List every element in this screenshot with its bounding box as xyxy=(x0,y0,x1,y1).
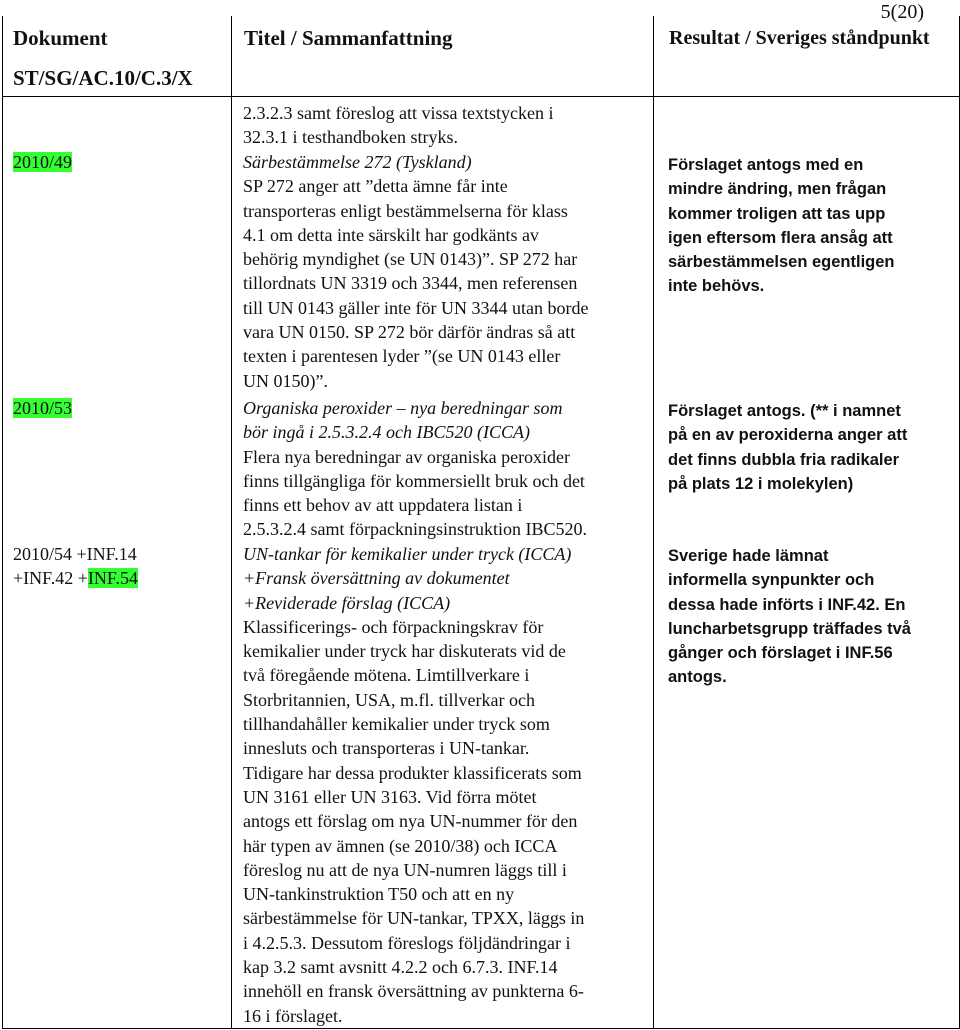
doc-ref-highlight: 2010/53 xyxy=(13,398,73,418)
document-table xyxy=(2,16,960,1029)
summary-2010-49 xyxy=(243,150,648,393)
result-line: på plats 12 i molekylen) xyxy=(668,474,854,493)
result-line: särbestämmelsen egentligen xyxy=(668,253,895,272)
result-line: mindre ändring, men frågan xyxy=(668,180,887,199)
title-line: 32.3.1 i testhandboken stryks. xyxy=(243,127,458,148)
title-line: två föregående mötena. Limtillverkare i xyxy=(243,665,530,686)
doc-ref-2010-53 xyxy=(13,396,225,420)
header-divider xyxy=(3,96,959,97)
title-line: innehöll en fransk översättning av punkterna 6- xyxy=(243,981,584,1002)
result-line: igen eftersom flera ansåg att xyxy=(668,228,893,247)
header-title-summary: Titel / Sammanfattning xyxy=(244,26,453,50)
title-line: 2.3.2.3 samt föreslog att vissa textstycken i xyxy=(243,103,554,123)
title-line: finns ett behov av att uppdatera listan i xyxy=(243,495,523,516)
title-line: Tidigare har dessa produkter klassificerats som xyxy=(243,762,582,783)
title-line: Storbritannien, USA, m.fl. tillverkar och xyxy=(243,689,535,710)
result-2010-54 xyxy=(668,544,953,690)
title-line: här typen av ämnen (se 2010/38) och ICCA xyxy=(243,835,558,856)
result-2010-53 xyxy=(668,399,953,496)
title-line: föreslog nu att de nya UN-numren läggs till i xyxy=(243,859,567,880)
header-result-position: Resultat / Sveriges ståndpunkt xyxy=(669,27,930,49)
title-line: innesluts och transporteras i UN-tankar. xyxy=(243,738,530,759)
title-line: UN 0150)”. xyxy=(243,370,328,391)
result-line: antogs. xyxy=(668,668,727,687)
title-line: Flera nya beredningar av organiska peroxider xyxy=(243,446,571,467)
title-line: vara UN 0150. SP 272 bör därför ändras så att xyxy=(243,322,576,343)
result-line: Förslaget antogs. (** i namnet xyxy=(668,402,901,420)
title-line: 16 i förslaget. xyxy=(243,1005,343,1026)
title-line: särbestämmelse för UN-tankar, TPXX, läggs in xyxy=(243,908,585,929)
result-2010-49 xyxy=(668,153,953,299)
doc-ref-highlight: INF.54 xyxy=(87,568,138,589)
item-title: bör ingå i 2.5.3.2.4 och IBC520 (ICCA) xyxy=(243,422,530,443)
summary-2010-53 xyxy=(243,396,648,542)
title-line: 4.1 om detta inte särskilt har godkänts av xyxy=(243,224,539,245)
column-divider xyxy=(653,16,654,1028)
item-title: +Fransk översättning av dokumentet xyxy=(243,568,510,589)
result-line: Sverige hade lämnat xyxy=(668,547,829,565)
title-line: till UN 0143 gäller inte för UN 3344 utan borde xyxy=(243,297,589,318)
result-line: gånger och förslaget i INF.56 xyxy=(668,644,893,663)
result-line: Förslaget antogs med en xyxy=(668,156,864,174)
item-title: +Reviderade förslag (ICCA) xyxy=(243,592,451,613)
result-line: luncharbetsgrupp träffades två xyxy=(668,619,911,638)
title-line: texten i parentesen lyder ”(se UN 0143 eller xyxy=(243,346,561,367)
title-line: i 4.2.5.3. Dessutom föreslogs följdändringar i xyxy=(243,932,571,953)
result-line: informella synpunkter och xyxy=(668,571,875,590)
title-line: Klassificerings- och förpackningskrav för xyxy=(243,616,544,637)
result-line: på en av peroxiderna anger att xyxy=(668,426,908,445)
title-line: UN-tankinstruktion T50 och att en ny xyxy=(243,884,515,905)
header-document-series: ST/SG/AC.10/C.3/X xyxy=(13,66,193,90)
title-line: behörig myndighet (se UN 0143)”. SP 272 har xyxy=(243,249,578,270)
title-line: tillhandahåller kemikalier under tryck som xyxy=(243,714,550,735)
title-line: 2.5.3.2.4 samt förpackningsinstruktion IBC520. xyxy=(243,519,587,540)
title-line: UN 3161 eller UN 3163. Vid förra mötet xyxy=(243,786,537,807)
result-line: det finns dubbla fria radikaler xyxy=(668,450,900,469)
item-title: Särbestämmelse 272 (Tyskland) xyxy=(243,152,472,172)
doc-ref-line: 2010/54 +INF.14 xyxy=(13,544,137,564)
doc-ref-2010-54 xyxy=(13,542,225,591)
result-line: dessa hade införts i INF.42. En xyxy=(668,595,906,614)
title-line: tillordnats UN 3319 och 3344, men referensen xyxy=(243,273,578,294)
item-title: Organiska peroxider – nya beredningar som xyxy=(243,398,563,418)
title-line: transporteras enligt bestämmelserna för klass xyxy=(243,200,568,221)
page-number: 5(20) xyxy=(880,1,924,23)
column-divider xyxy=(231,16,232,1028)
item-title: UN-tankar för kemikalier under tryck (ICCA) xyxy=(243,544,572,564)
title-line: finns tillgängliga för kommersiellt bruk och det xyxy=(243,470,585,491)
doc-ref-2010-49 xyxy=(13,150,225,174)
doc-ref-highlight: 2010/49 xyxy=(13,152,73,172)
title-line: antogs ett förslag om nya UN-nummer för den xyxy=(243,811,578,832)
title-line: kap 3.2 samt avsnitt 4.2.2 och 6.7.3. INF.14 xyxy=(243,957,558,978)
table-row-continuation xyxy=(243,101,648,150)
header-document: Dokument xyxy=(13,26,108,50)
doc-ref-line xyxy=(13,566,225,590)
summary-2010-54 xyxy=(243,542,648,1028)
result-line: kommer troligen att tas upp xyxy=(668,204,886,223)
doc-ref-part: +INF.42 + xyxy=(13,568,88,589)
title-line: kemikalier under tryck har diskuterats vid de xyxy=(243,641,566,662)
result-line: inte behövs. xyxy=(668,277,765,296)
title-line: SP 272 anger att ”detta ämne får inte xyxy=(243,176,508,197)
